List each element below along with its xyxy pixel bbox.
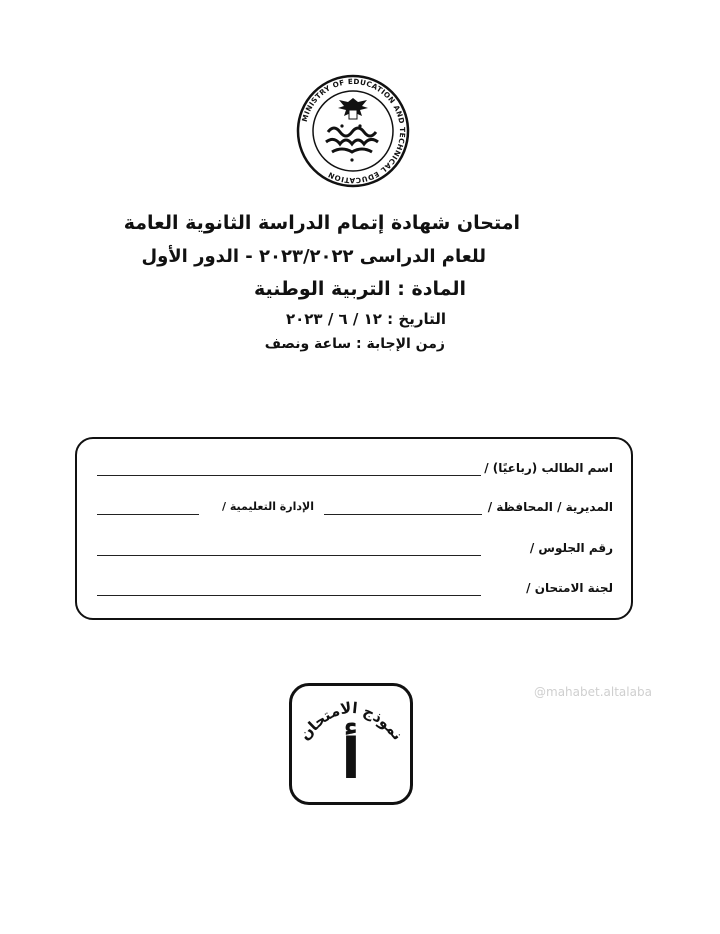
student-name-label: اسم الطالب (رباعيًا) /	[484, 461, 613, 475]
student-name-row	[77, 461, 631, 485]
exam-model-letter: أ	[341, 727, 361, 792]
subject: المادة : التربية الوطنية	[253, 278, 466, 300]
seat-number-label: رقم الجلوس /	[529, 541, 613, 555]
watermark-text: @mahabet.altalaba	[534, 685, 652, 699]
exam-committee-label: لجنة الامتحان /	[526, 581, 613, 595]
educational-admin-label: الإدارة التعليمية /	[222, 500, 314, 513]
student-name-field[interactable]	[97, 475, 481, 476]
svg-text:MINISTRY OF EDUCATION AND TECH: MINISTRY OF EDUCATION AND TECHNICAL EDUCATION	[299, 76, 408, 186]
directorate-row	[77, 500, 631, 524]
seat-number-field[interactable]	[97, 555, 481, 556]
student-info-box	[75, 437, 633, 620]
educational-admin-field[interactable]	[97, 514, 199, 515]
exam-date: التاريخ : ١٢ / ٦ / ٢٠٢٣	[285, 310, 446, 328]
academic-year: للعام الدراسى ٢٠٢٣/٢٠٢٢ - الدور الأول	[141, 246, 486, 267]
exam-committee-row	[77, 581, 631, 605]
exam-model-title: نموذج الامتحان	[295, 698, 407, 744]
exam-model-box	[289, 683, 413, 805]
seat-number-row	[77, 541, 631, 565]
exam-committee-field[interactable]	[97, 595, 481, 596]
directorate-field[interactable]	[324, 514, 482, 515]
directorate-label: المديرية / المحافظة /	[487, 500, 613, 514]
answer-duration: زمن الإجابة : ساعة ونصف	[264, 336, 445, 352]
ministry-seal-logo	[296, 74, 410, 188]
exam-title: امتحان شهادة إتمام الدراسة الثانوية العامة	[123, 212, 520, 234]
